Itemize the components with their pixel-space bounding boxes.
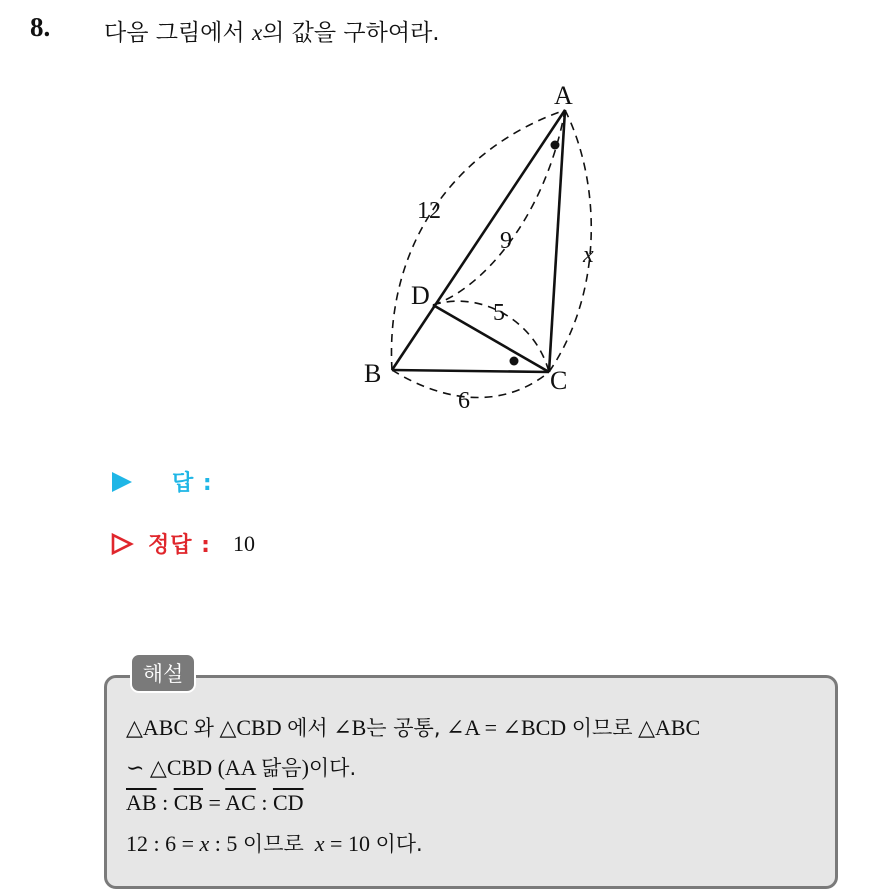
sol-tri-abc: △ABC xyxy=(126,715,189,740)
solution-line-2 xyxy=(126,752,356,782)
sol-ratio-2: : 5 xyxy=(209,831,243,856)
sol-eseo: 에서 xyxy=(287,716,328,740)
question-number: 8. xyxy=(30,12,51,42)
sol-paren: ) xyxy=(301,755,309,780)
sol-var-x: x xyxy=(199,831,210,856)
sol-imeuro: 이므로 xyxy=(571,716,633,740)
sol-ratio: 12 : 6 = xyxy=(126,831,200,856)
length-label-ac: x xyxy=(583,242,594,268)
sol-seg-ab: $\overline{AB}$ xyxy=(126,790,157,815)
sol-seg-cd: $\overline{CD}$ xyxy=(272,790,304,815)
sol-similar: ∽ △CBD (AA xyxy=(126,755,261,780)
sol-wa: 와 xyxy=(193,716,214,740)
sol-colon-1: : xyxy=(156,790,174,815)
sol-imeuro-2: 이므로 xyxy=(242,832,304,856)
answer-label: 답 : xyxy=(172,471,213,496)
sol-ida: 이다. xyxy=(308,756,357,780)
length-label-ab: 12 xyxy=(417,198,441,224)
sol-equals: = xyxy=(203,790,226,815)
sol-seg-cb: $\overline{CB}$ xyxy=(173,790,204,815)
sol-seg-ac: $\overline{AC}$ xyxy=(225,790,256,815)
sol-result: = 10 xyxy=(324,831,376,856)
sol-common: 는 공통, xyxy=(366,716,441,740)
sol-angle-eq: ∠A = ∠BCD xyxy=(446,715,567,740)
filled-play-icon xyxy=(110,470,134,494)
length-label-bc: 6 xyxy=(458,388,470,414)
angle-mark-a xyxy=(551,141,560,150)
sol-tri-abc-2: △ABC xyxy=(638,715,701,740)
vertex-label-d: D xyxy=(411,281,430,310)
question-variable: x xyxy=(251,20,263,45)
correct-answer-row xyxy=(110,528,255,559)
question-text-after: 의 값을 구하여라. xyxy=(262,20,440,46)
sol-angle-b: ∠B xyxy=(333,715,367,740)
sol-ida-2: 이다. xyxy=(375,832,423,856)
angle-mark-c xyxy=(510,357,519,366)
solution-line-3 xyxy=(126,790,304,816)
segment-bc xyxy=(392,370,549,372)
segment-dc xyxy=(433,305,549,372)
vertex-label-b: B xyxy=(364,359,382,388)
correct-answer-label: 정답 : xyxy=(148,533,211,558)
sol-tri-cbd: △CBD xyxy=(219,715,282,740)
vertex-label-a: A xyxy=(554,81,573,110)
solution-line-1 xyxy=(126,712,700,742)
solution-line-4 xyxy=(126,828,423,858)
sol-daleum: 닮음 xyxy=(260,756,302,780)
outline-play-icon xyxy=(110,532,134,556)
correct-answer-value: 10 xyxy=(232,530,255,556)
answer-row xyxy=(110,466,213,497)
length-label-dc: 5 xyxy=(493,300,505,326)
sol-var-x-2: x xyxy=(314,831,325,856)
segment-ac xyxy=(549,110,565,372)
vertex-label-c: C xyxy=(550,366,568,395)
sol-colon-2: : xyxy=(255,790,273,815)
arc-bc xyxy=(392,370,549,398)
question-text-before: 다음 그림에서 xyxy=(104,20,252,46)
solution-tag: 해설 xyxy=(130,653,196,693)
length-label-ad: 9 xyxy=(500,228,512,254)
